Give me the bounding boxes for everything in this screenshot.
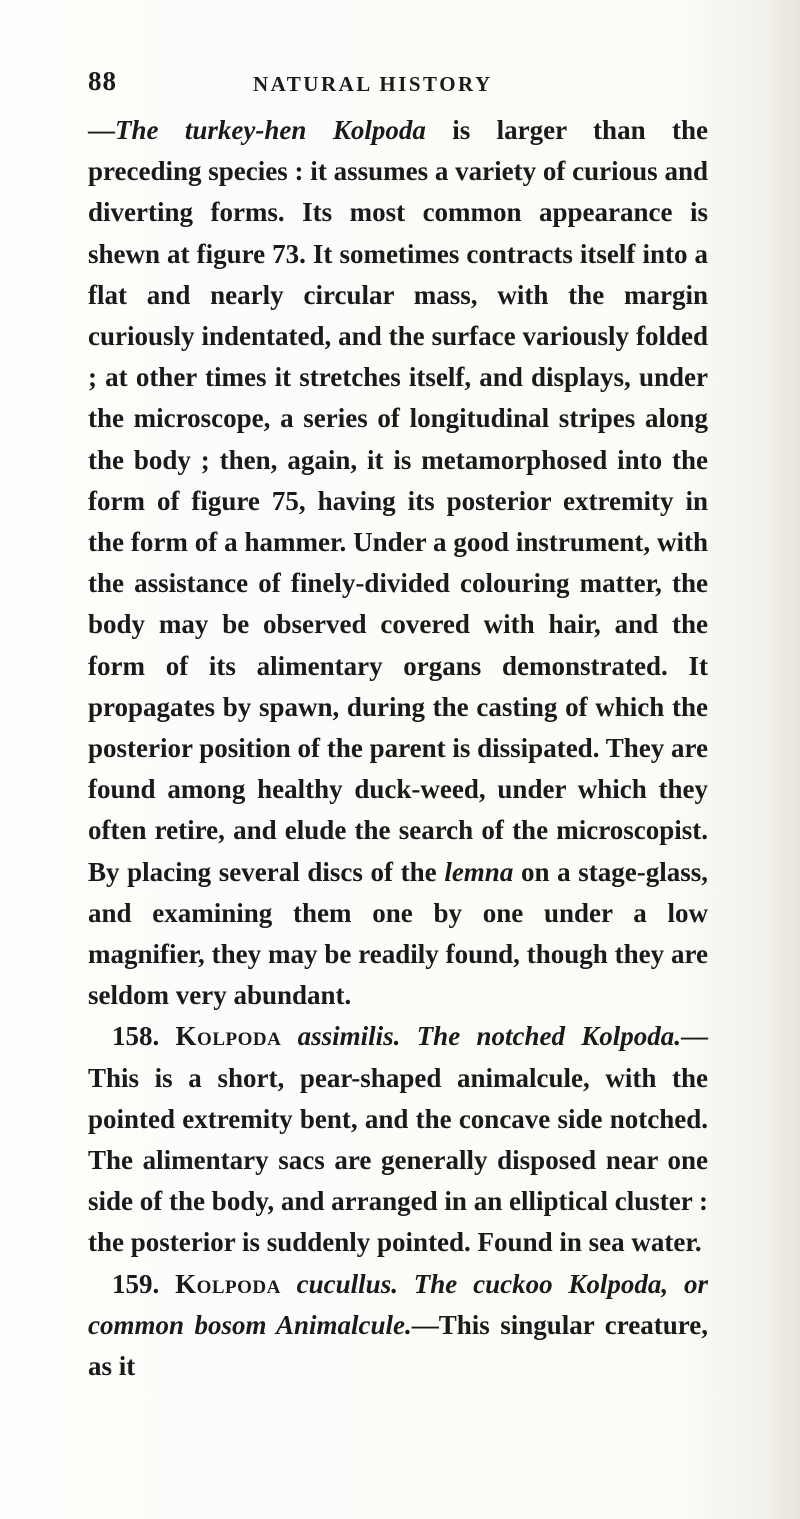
em-dash: —	[88, 115, 115, 145]
paragraph-turkey-hen-kolpoda	[88, 110, 708, 1016]
paragraph-kolpoda-assimilis	[88, 1016, 708, 1263]
common-name: The cuckoo Kolpoda, or common bosom Animalcule.	[88, 1268, 709, 1340]
common-name: The notched Kolpoda.	[416, 1021, 682, 1052]
paragraph-text: is larger than the preceding species : it assumes a variety of curious and diverting forms. Its most common appearance is shewn at figure 73. It sometimes contracts itself into a flat and nearly circular mass, with the margin curiously indentated, and the surface variously folded ; at other times it stretches itself, and displays, under the microscope, a series of longitudinal stripes along the body ; then, again, it is metamorphosed into the form of figure 75, having its posterior extremity in the form of a hammer. Under a good instrument, with the assistance of finely-divided colouring matter, the body may be observed covered with hair, and the form of its alimentary organs demonstrated. It propagates by spawn, during the casting of which the posterior position of the parent is dissipated. They are found among healthy duck-weed, under which they often retire, and elude the search of the microscopist. By placing several discs of the	[88, 115, 708, 887]
genus-name: Kolpoda	[175, 1268, 281, 1299]
paragraph-kolpoda-cucullus	[88, 1264, 708, 1388]
species-name: cucullus.	[280, 1268, 414, 1299]
running-head: NATURAL HISTORY	[253, 72, 493, 96]
page-number: 88	[88, 66, 117, 96]
page-header	[88, 66, 708, 102]
genus-name: Kolpoda	[175, 1021, 282, 1052]
paragraph-text: —This singular creature, as it	[88, 1309, 708, 1382]
italic-term-lemna: lemna	[444, 856, 514, 887]
italic-title: The turkey-hen Kolpoda	[115, 115, 426, 145]
section-number: 159.	[112, 1268, 176, 1299]
paragraph-text-end: on a stage-glass, and examining them one by one under a low magnifier, they may be readily found, though they are seldom very abundant.	[88, 856, 708, 1011]
section-number: 158.	[112, 1021, 176, 1052]
species-name: assimilis.	[281, 1021, 417, 1052]
paragraph-text: —This is a short, pear-shaped animalcule, with the pointed extremity bent, and the concave side notched. The alimentary sacs are generally disposed near one side of the body, and arranged in an elliptical cluster : the posterior is suddenly pointed. Found in sea water.	[88, 1021, 709, 1258]
body-text	[88, 110, 708, 1387]
